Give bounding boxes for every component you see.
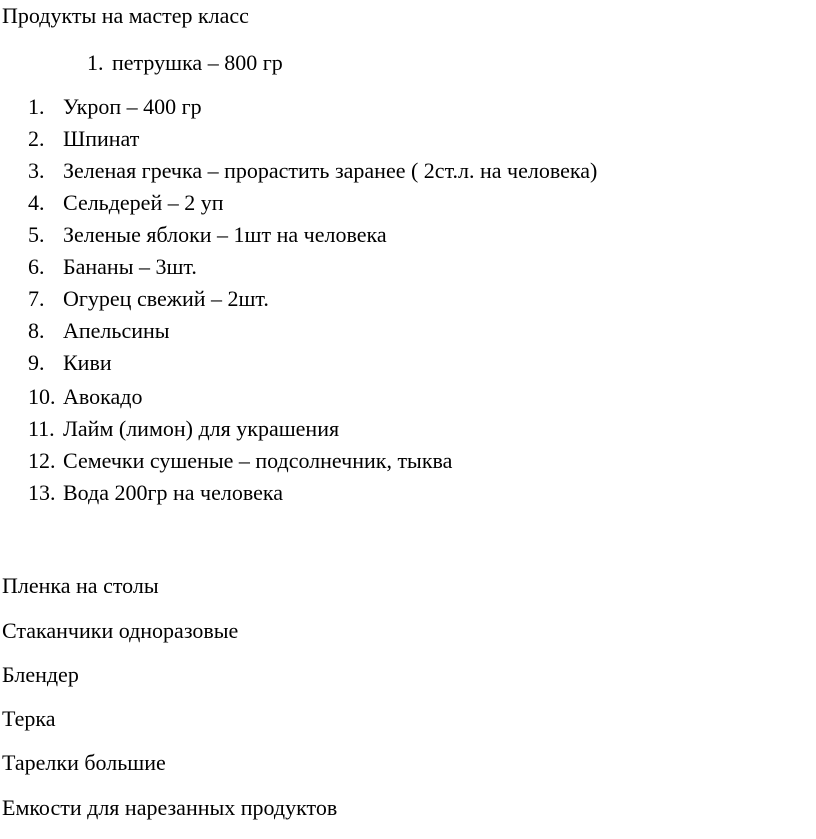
list-item-text: Вода 200гр на человека [63,480,284,505]
supply-item: Терка [2,706,56,731]
list-item-number: 7. [28,286,45,311]
list-item-number: 10. [28,384,56,409]
list-item-number: 8. [28,318,45,343]
list-item-text: Авокадо [63,384,143,409]
list-item-number: 1. [28,94,45,119]
document-title: Продукты на мастер класс [2,3,249,28]
list-item-text: Бананы – 3шт. [63,254,197,279]
supply-item: Емкости для нарезанных продуктов [2,795,338,820]
first-list-item-text: петрушка – 800 гр [112,50,283,75]
list-item-text: Семечки сушеные – подсолнечник, тыква [63,448,453,473]
list-item-number: 6. [28,254,45,279]
list-item-text: Огурец свежий – 2шт. [63,286,269,311]
list-item-number: 13. [28,480,56,505]
supply-item: Блендер [2,662,79,687]
list-item-text: Киви [63,350,112,375]
list-item-number: 2. [28,126,45,151]
supply-item: Пленка на столы [2,573,159,598]
list-item-number: 9. [28,350,45,375]
list-item-text: Зеленая гречка – прорастить заранее ( 2ст.л. на человека) [63,158,598,183]
list-item-text: Зеленые яблоки – 1шт на человека [63,222,387,247]
list-item-text: Апельсины [63,318,170,343]
supply-item: Тарелки большие [2,750,166,775]
list-item-number: 12. [28,448,56,473]
first-list-item-number: 1. [87,50,104,75]
list-item-number: 5. [28,222,45,247]
list-item-number: 4. [28,190,45,215]
list-item-text: Шпинат [63,126,140,151]
list-item-number: 3. [28,158,45,183]
list-item-number: 11. [28,416,55,441]
list-item-text: Лайм (лимон) для украшения [63,416,340,441]
list-item-text: Укроп – 400 гр [63,94,202,119]
supply-item: Стаканчики одноразовые [2,618,239,643]
list-item-text: Сельдерей – 2 уп [63,190,224,215]
